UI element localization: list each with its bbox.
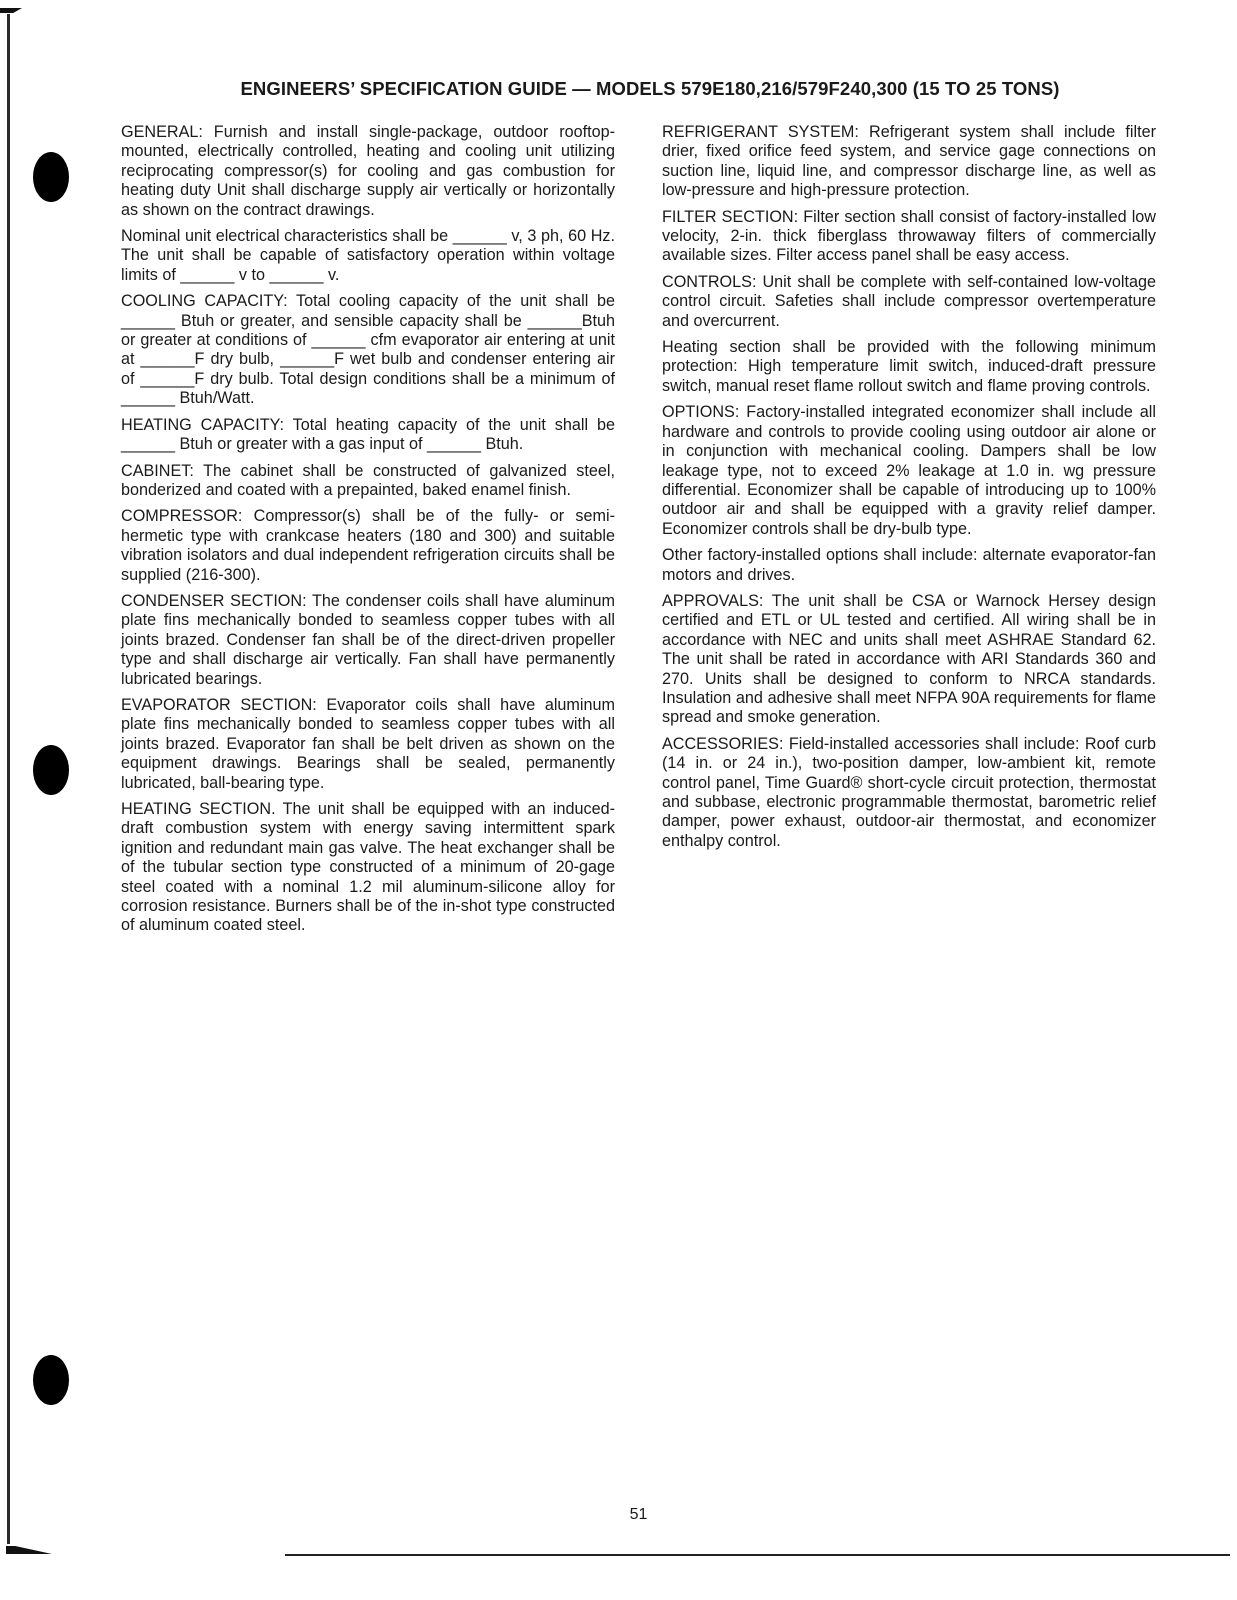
cooling-capacity-paragraph: COOLING CAPACITY: Total cooling capacity of the unit shall be ______ Btuh or greater, and sensible capacity shall be ______Btuh or greater at conditions of ______ cfm evaporator air entering at unit at ______F dry bulb, ______F wet bulb and condenser entering air of ______F dry bulb. Total design conditions shall be a minimum of ______ Btuh/Watt.: [121, 292, 615, 408]
heating-capacity-paragraph: HEATING CAPACITY: Total heating capacity of the unit shall be ______ Btuh or greater with a gas input of ______ Btuh.: [121, 415, 615, 454]
left-column: [121, 123, 615, 943]
binding-top-mark: [0, 8, 22, 13]
binding-edge-line: [7, 14, 10, 1544]
other-options-paragraph: Other factory-installed options shall include: alternate evaporator-fan motors and drives.: [662, 546, 1156, 584]
heating-protection-paragraph: Heating section shall be provided with the following minimum protection: High temperature limit switch, induced-draft pressure switch, manual reset flame rollout switch and flame proving controls.: [662, 338, 1156, 395]
bottom-rule: [285, 1554, 1230, 1556]
compressor-paragraph: COMPRESSOR: Compressor(s) shall be of the fully- or semi-hermetic type with crankcase heaters (180 and 300) and suitable vibration isolators and dual independent refrigeration circuits shall be supplied (216-300).: [121, 507, 615, 584]
electrical-paragraph: Nominal unit electrical characteristics shall be ______ v, 3 ph, 60 Hz. The unit shall be capable of satisfactory operation within voltage limits of ______ v to ______ v.: [121, 227, 615, 284]
accessories-paragraph: ACCESSORIES: Field-installed accessories shall include: Roof curb (14 in. or 24 in.), two-position damper, low-ambient kit, remote control panel, Time Guard® short-cycle circuit protection, thermostat and subbase, electronic programmable thermostat, barometric relief damper, power exhaust, outdoor-air thermostat, and economizer enthalpy control.: [662, 734, 1156, 850]
punch-hole-middle: [33, 745, 69, 795]
approvals-paragraph: APPROVALS: The unit shall be CSA or Warnock Hersey design certified and ETL or UL tested and certified. All wiring shall be in accordance with NEC and units shall meet ASHRAE Standard 62. The unit shall be rated in accordance with ARI Standards 360 and 270. Units shall be designed to conform to NRCA standards. Insulation and adhesive shall meet NFPA 90A requirements for flame spread and smoke generation.: [662, 591, 1156, 727]
options-paragraph: OPTIONS: Factory-installed integrated economizer shall include all hardware and controls to provide cooling using outdoor air alone or in conjunction with mechanical cooling. Dampers shall be low leakage type, not to exceed 2% leakage at 1.0 in. wg pressure differential. Economizer shall be capable of introducing up to 100% outdoor air and shall be equipped with a gravity relief damper. Economizer controls shall be dry-bulb type.: [662, 403, 1156, 538]
page-number: 51: [629, 1506, 648, 1523]
punch-hole-top: [33, 152, 69, 202]
heating-section-paragraph: HEATING SECTION. The unit shall be equipped with an induced-draft combustion system with energy saving intermittent spark ignition and redundant main gas valve. The heat exchanger shall be of the tubular section type constructed of a minimum of 20-gage steel coated with a nominal 1.2 mil aluminum-silicone alloy for corrosion resistance. Burners shall be of the in-shot type constructed of aluminum coated steel.: [121, 800, 615, 935]
refrigerant-system-paragraph: REFRIGERANT SYSTEM: Refrigerant system shall include filter drier, fixed orifice feed system, and service gage connections on suction line, liquid line, and compressor discharge line, as well as low-pressure and high-pressure protection.: [662, 123, 1156, 200]
general-paragraph: GENERAL: Furnish and install single-package, outdoor rooftop-mounted, electrically controlled, heating and cooling unit utilizing reciprocating compressor(s) for cooling and gas combustion for heating duty Unit shall discharge supply air vertically or horizontally as shown on the contract drawings.: [121, 123, 615, 219]
filter-section-paragraph: FILTER SECTION: Filter section shall consist of factory-installed low velocity, 2-in. thick fiberglass throwaway filters of commercially available sizes. Filter access panel shall be easy access.: [662, 207, 1156, 265]
right-column: [662, 123, 1156, 858]
page-title: ENGINEERS’ SPECIFICATION GUIDE — MODELS 579E180,216/579F240,300 (15 TO 25 TONS): [240, 78, 1060, 99]
cabinet-paragraph: CABINET: The cabinet shall be constructed of galvanized steel, bonderized and coated with a prepainted, baked enamel finish.: [121, 461, 615, 499]
binding-bottom-mark: [6, 1546, 52, 1554]
evaporator-section-paragraph: EVAPORATOR SECTION: Evaporator coils shall have aluminum plate fins mechanically bonded to seamless copper tubes with all joints brazed. Evaporator fan shall be belt driven as shown on the equipment drawings. Bearings shall be sealed, permanently lubricated, ball-bearing type.: [121, 695, 615, 792]
punch-hole-bottom: [33, 1355, 69, 1405]
condenser-section-paragraph: CONDENSER SECTION: The condenser coils shall have aluminum plate fins mechanically bonded to seamless copper tubes with all joints brazed. Condenser fan shall be of the direct-driven propeller type and shall discharge air vertically. Fan shall have permanently lubricated bearings.: [121, 591, 615, 688]
controls-paragraph: CONTROLS: Unit shall be complete with self-contained low-voltage control circuit. Safeties shall include compressor overtemperature and overcurrent.: [662, 272, 1156, 330]
